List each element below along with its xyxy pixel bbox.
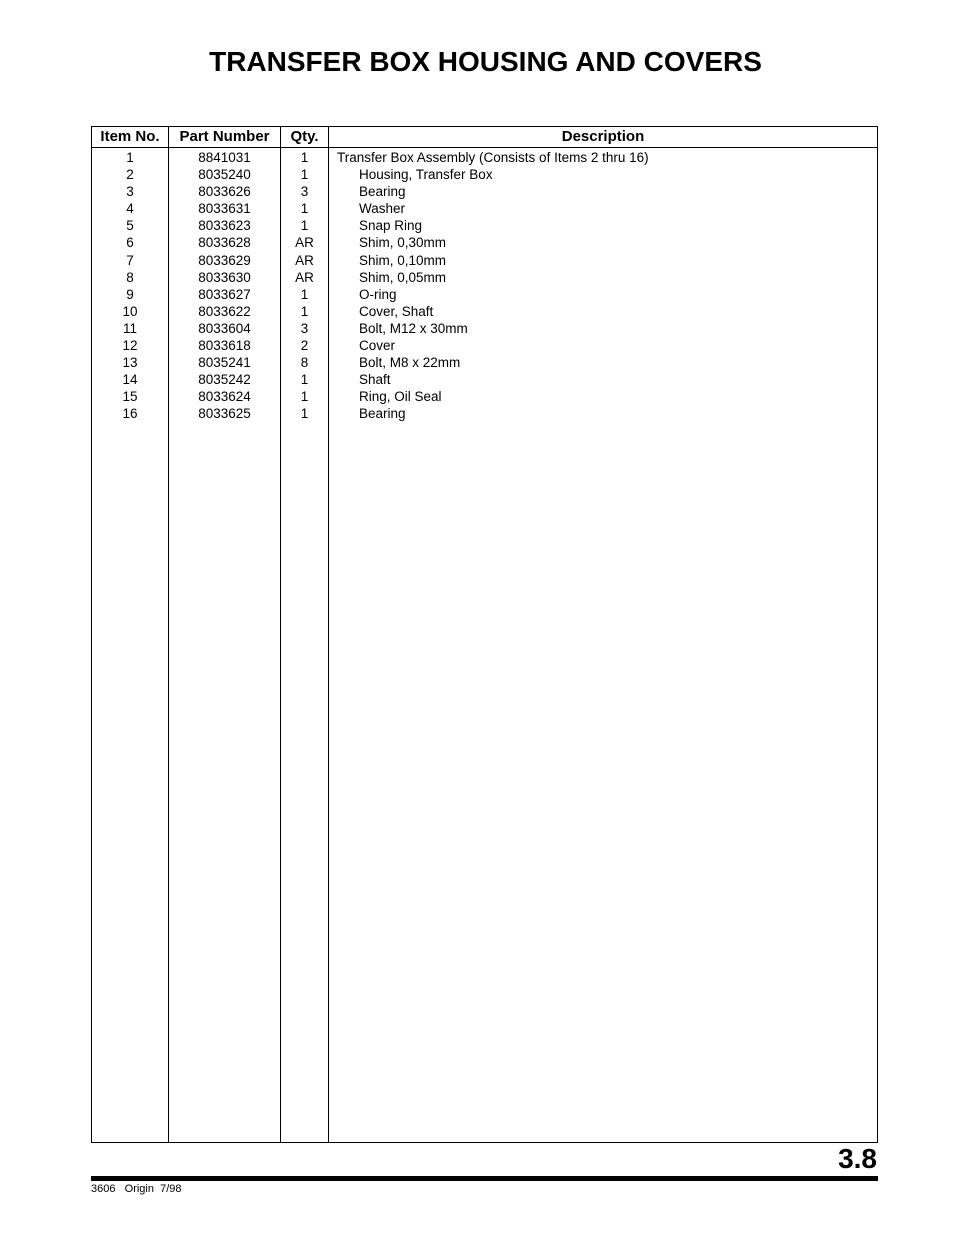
part-number-cell: 8033622 [198,303,251,319]
item-no-cell: 3 [126,184,134,200]
part-number-cell: 8033623 [198,218,251,234]
item-no-cell: 2 [126,167,134,183]
qty-cell: 1 [300,389,309,405]
table-row [92,269,877,286]
description-cell: Bolt, M8 x 22mm [359,355,461,371]
item-no-cell: 9 [126,286,134,302]
parts-table [91,126,878,1143]
table-row [92,320,877,337]
description-cell: Ring, Oil Seal [359,389,442,405]
part-number-cell: 8033618 [198,338,251,354]
part-number-cell: 8033629 [198,252,251,268]
description-cell: Bolt, M12 x 30mm [359,320,468,336]
item-no-cell: 1 [126,150,134,165]
part-number-cell: 8033628 [198,235,251,251]
part-number-cell: 8033624 [198,389,251,405]
table-row [92,200,877,217]
table-row [92,183,877,200]
part-number-cell: 8033626 [198,184,251,200]
qty-cell: 3 [300,320,309,336]
description-cell: Washer [359,201,406,217]
part-number-cell: 8033631 [198,201,251,217]
part-number-cell: 8033625 [198,406,251,422]
item-no-cell: 15 [122,389,138,405]
part-number-cell: 8033630 [198,269,251,285]
item-no-cell: 14 [122,372,138,388]
table-row [92,149,877,166]
qty-cell: AR [295,269,314,285]
page-title: TRANSFER BOX HOUSING AND COVERS [209,46,762,77]
qty-cell: 1 [300,167,309,183]
qty-cell: 2 [300,338,309,354]
footer-text: 3606 Origin 7/98 [91,1183,182,1195]
description-cell: Bearing [359,184,406,200]
qty-cell: 1 [300,406,309,422]
table-header [92,127,877,148]
description-cell: Shim, 0,05mm [359,269,447,285]
description-cell: Shaft [359,372,391,388]
qty-cell: 1 [300,150,309,165]
qty-cell: 1 [300,286,309,302]
item-no-cell: 4 [126,201,134,217]
item-no-cell: 8 [126,269,134,285]
header-qty: Qty. [290,128,319,145]
qty-cell: 1 [300,201,309,217]
table-row [92,286,877,303]
table-row [92,388,877,405]
footer-rule [91,1176,878,1181]
description-cell: Cover, Shaft [359,303,434,319]
table-row [92,166,877,183]
description-cell: O-ring [359,286,397,302]
qty-cell: 1 [300,218,309,234]
table-body [92,149,877,423]
table-row [92,354,877,371]
qty-cell: AR [295,252,314,268]
header-item-no: Item No. [100,128,160,145]
table-row [92,371,877,388]
description-cell: Cover [359,338,396,354]
header-part-number: Part Number [179,128,270,145]
item-no-cell: 10 [122,303,138,319]
qty-cell: AR [295,235,314,251]
description-cell: Shim, 0,30mm [359,235,447,251]
table-row [92,234,877,251]
qty-cell: 1 [300,372,309,388]
description-cell: Snap Ring [359,218,423,234]
item-no-cell: 5 [126,218,134,234]
part-number-cell: 8033604 [198,320,251,336]
page-number: 3.8 [838,1143,877,1174]
item-no-cell: 6 [126,235,134,251]
description-cell: Transfer Box Assembly (Consists of Items 2 thru 16) [337,150,649,165]
item-no-cell: 13 [122,355,138,371]
part-number-cell: 8033627 [198,286,251,302]
part-number-cell: 8035241 [198,355,251,371]
description-cell: Housing, Transfer Box [359,167,493,183]
table-row [92,405,877,422]
table-row [92,217,877,234]
item-no-cell: 16 [122,406,138,422]
part-number-cell: 8035242 [198,372,251,388]
description-cell: Shim, 0,10mm [359,252,447,268]
table-row [92,303,877,320]
part-number-cell: 8035240 [198,167,251,183]
item-no-cell: 7 [126,252,134,268]
table-row [92,337,877,354]
header-description: Description [561,128,645,145]
table-row [92,252,877,269]
item-no-cell: 11 [122,320,137,336]
item-no-cell: 12 [122,338,138,354]
qty-cell: 3 [300,184,309,200]
description-cell: Bearing [359,406,406,422]
qty-cell: 8 [300,355,309,371]
part-number-cell: 8841031 [198,150,251,165]
qty-cell: 1 [300,303,309,319]
